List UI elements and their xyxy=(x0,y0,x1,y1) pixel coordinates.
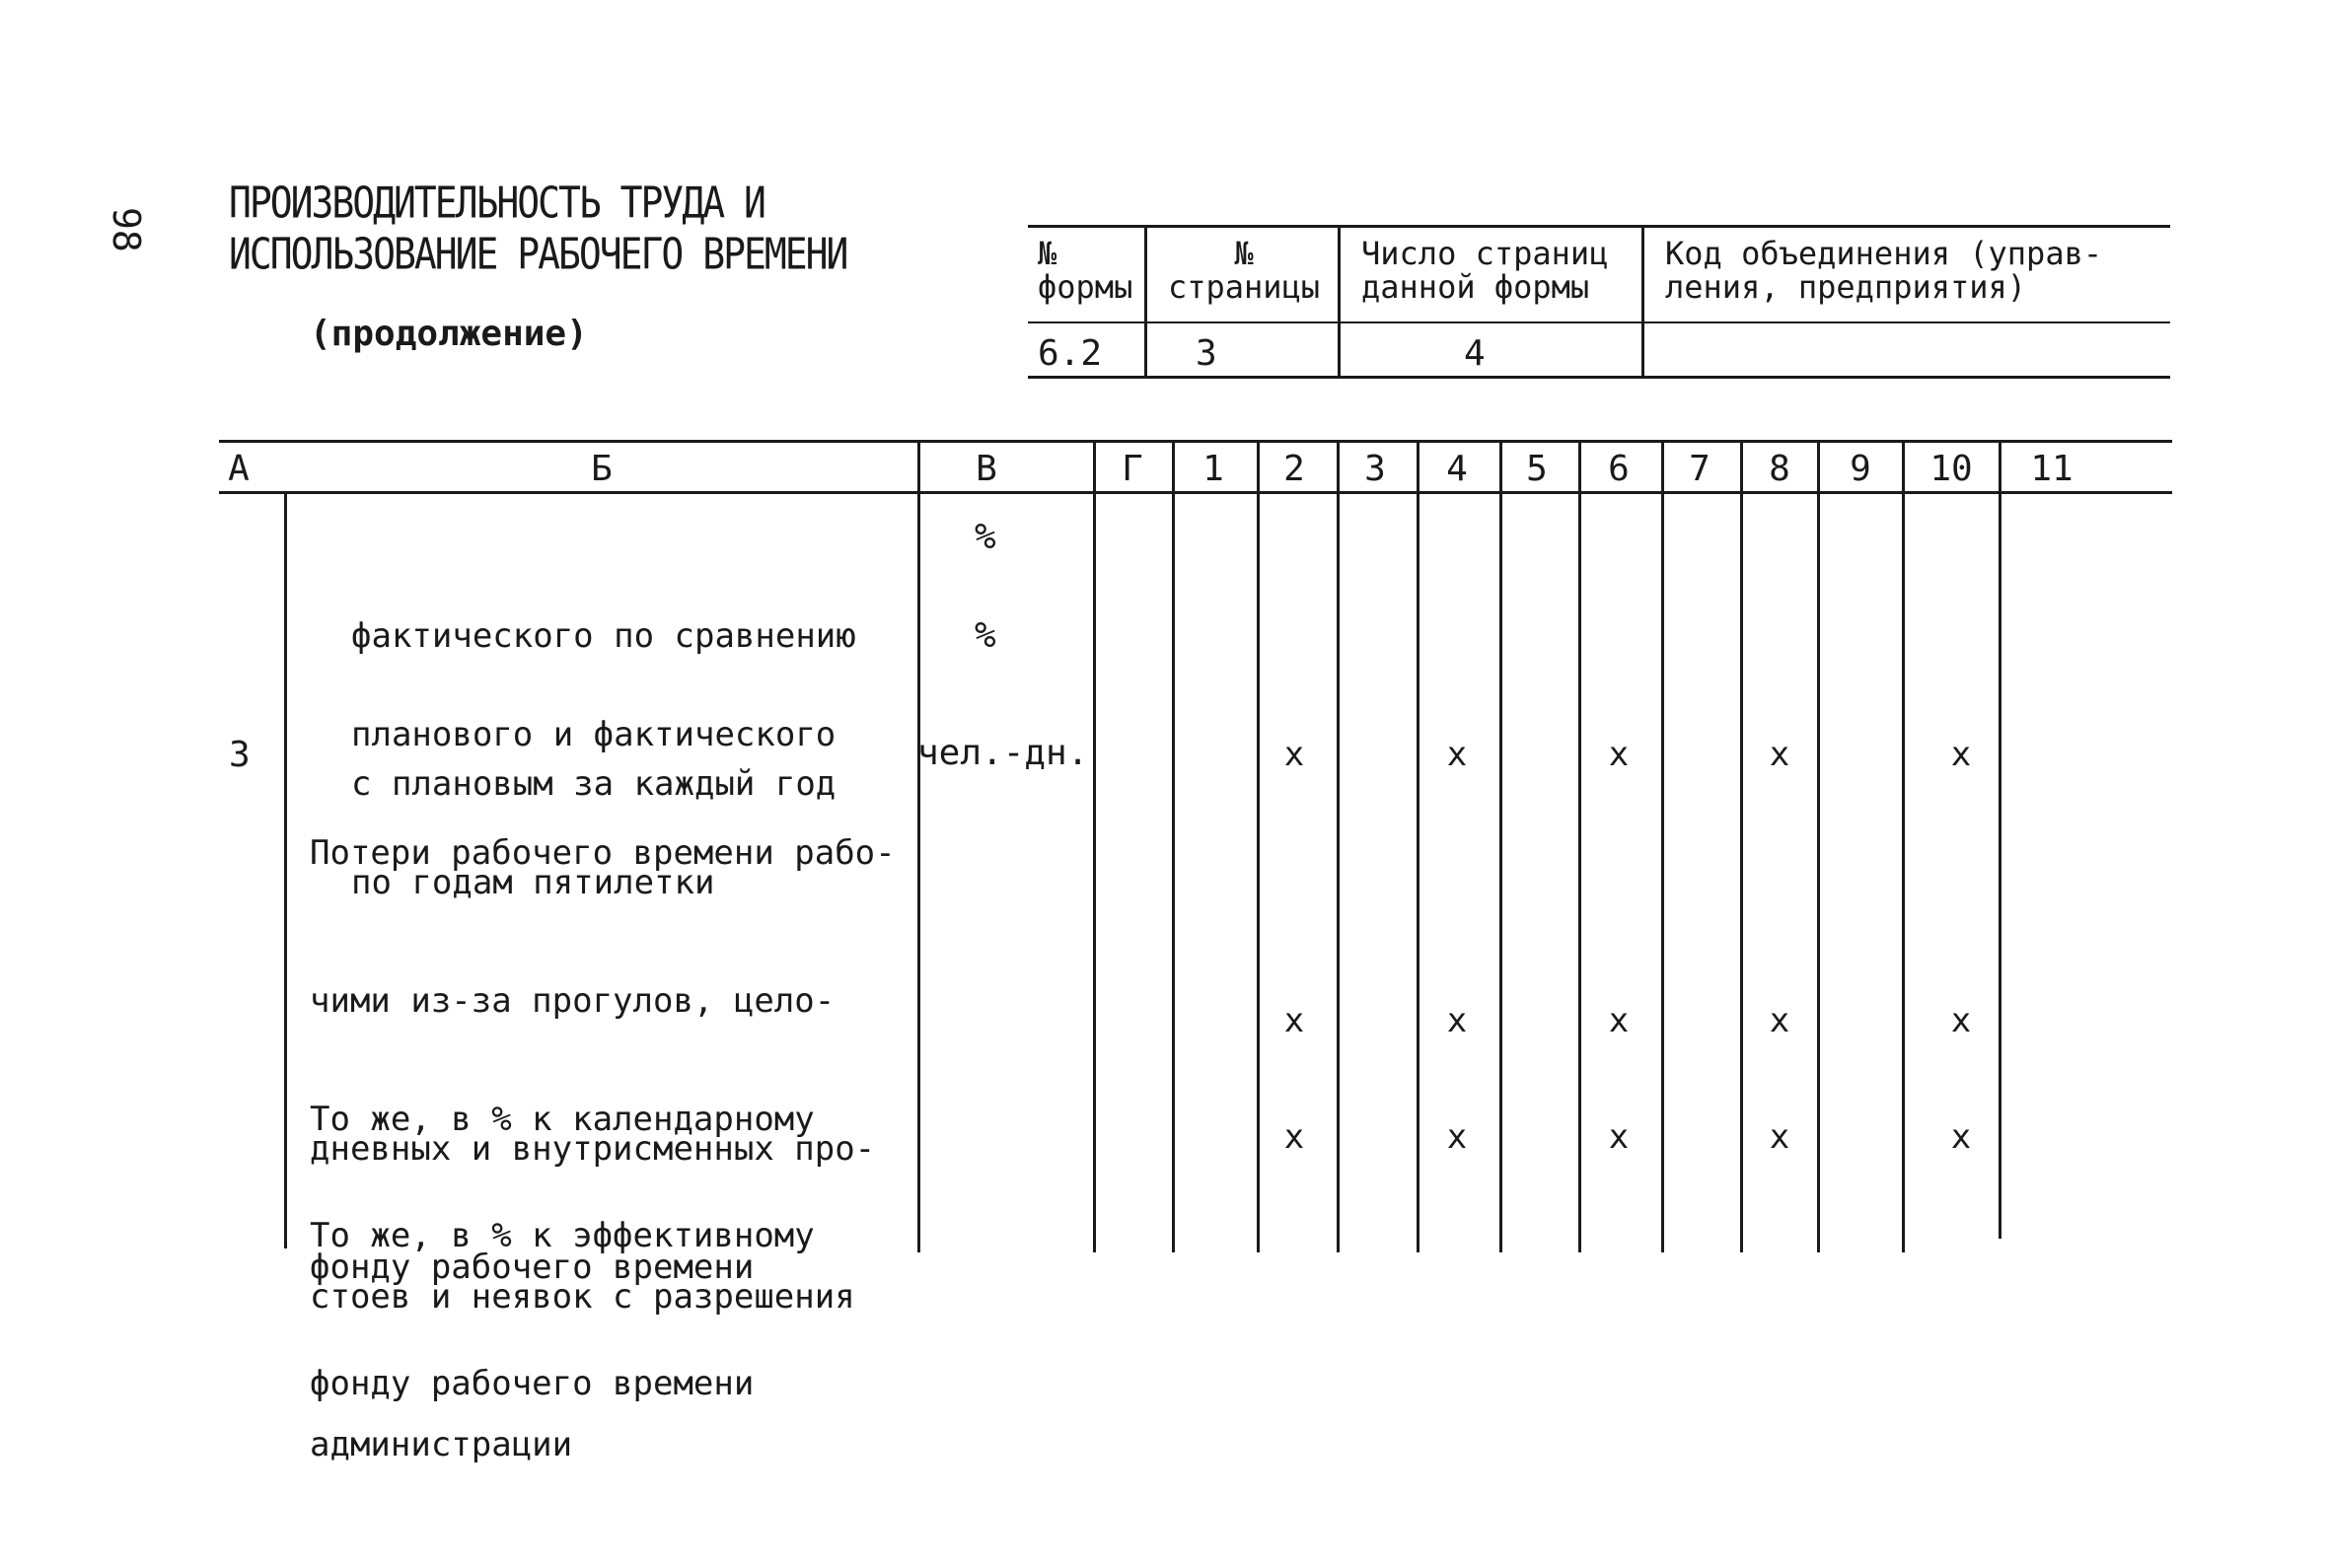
column-header-2: 2 xyxy=(1283,449,1305,489)
form-info-bottom-rule xyxy=(1028,376,2170,379)
document-title-line1: ПРОИЗВОДИТЕЛЬНОСТЬ ТРУДА И xyxy=(229,178,764,228)
cell-mark: x xyxy=(1769,1117,1790,1157)
row-text-line: То же, в % к эффективному xyxy=(310,1216,815,1255)
column-header-9: 9 xyxy=(1850,449,1871,489)
column-line xyxy=(1093,440,1096,1252)
org-code-header xyxy=(1665,237,2102,304)
cell-mark: x xyxy=(1950,1117,1972,1157)
column-header-11: 11 xyxy=(2030,449,2074,489)
row-text-line: Потери рабочего времени рабо- xyxy=(310,833,896,873)
cell-mark: x xyxy=(1769,1001,1790,1040)
row-unit: чел.-дн. xyxy=(917,733,1089,773)
cell-mark: x xyxy=(1608,735,1630,774)
page-number-header xyxy=(1160,237,1328,304)
column-header-5: 5 xyxy=(1526,449,1548,489)
row-text-line: планового и фактического xyxy=(351,715,837,754)
column-line xyxy=(1499,440,1502,1252)
cell-mark: x xyxy=(1769,735,1790,774)
table-row xyxy=(310,1112,815,1507)
pages-count-header xyxy=(1361,237,1608,304)
cell-mark: x xyxy=(1283,735,1305,774)
form-info-top-rule xyxy=(1028,225,2170,228)
org-code-header-line: Код объединения (управ- xyxy=(1665,235,2103,272)
row-text-line: фактического по сравнению xyxy=(351,616,856,656)
column-line xyxy=(284,491,287,1248)
cell-mark: x xyxy=(1446,1117,1468,1157)
pages-count-header-line: Число страниц xyxy=(1361,235,1609,272)
cell-mark: x xyxy=(1608,1001,1630,1040)
column-line xyxy=(1661,440,1664,1252)
column-header-b: Б xyxy=(591,449,613,489)
column-line xyxy=(1817,440,1820,1252)
column-line xyxy=(1740,440,1743,1252)
row-unit: % xyxy=(975,615,996,656)
column-header-4: 4 xyxy=(1446,449,1468,489)
form-number-value: 6.2 xyxy=(1038,333,1103,374)
cell-mark: x xyxy=(1950,735,1972,774)
row-text-line: по годам пятилетки xyxy=(351,863,715,902)
column-header-g: Г xyxy=(1122,449,1143,489)
cell-mark: x xyxy=(1283,1001,1305,1040)
column-header-3: 3 xyxy=(1364,449,1386,489)
document-title-line2: ИСПОЛЬЗОВАНИЕ РАБОЧЕГО ВРЕМЕНИ xyxy=(229,229,847,279)
row-text-line: фонду рабочего времени xyxy=(310,1247,755,1287)
column-header-v: В xyxy=(976,449,997,489)
cell-mark: x xyxy=(1608,1117,1630,1157)
form-number-header xyxy=(1038,237,1132,304)
row-text-line: дневных и внутрисменных про- xyxy=(310,1129,876,1169)
column-header-7: 7 xyxy=(1689,449,1710,489)
row-text-line: стоев и неявок с разрешения xyxy=(310,1277,855,1317)
page-number: 98 xyxy=(105,207,148,252)
form-number-header-line: формы xyxy=(1038,268,1133,306)
column-line xyxy=(1999,440,2001,1239)
cell-mark: x xyxy=(1283,1117,1305,1157)
column-header-a: А xyxy=(228,449,250,489)
column-line xyxy=(1257,440,1260,1252)
row-text-line: фонду рабочего времени xyxy=(310,1364,755,1403)
pages-count-value: 4 xyxy=(1464,333,1486,374)
page-number-value: 3 xyxy=(1196,333,1217,374)
table-top-rule xyxy=(219,440,2172,443)
document-subtitle: (продолжение) xyxy=(310,314,588,354)
form-info-mid-rule xyxy=(1028,321,2170,323)
column-line xyxy=(1902,440,1905,1252)
form-number-header-line: № xyxy=(1038,235,1057,272)
column-line xyxy=(1417,440,1419,1252)
row-text-line: администрации xyxy=(310,1425,573,1464)
org-code-header-line: ления, предприятия) xyxy=(1665,268,2027,306)
cell-mark: x xyxy=(1446,1001,1468,1040)
column-line xyxy=(1337,440,1340,1252)
table-header-rule xyxy=(219,491,2172,494)
cell-mark: x xyxy=(1446,735,1468,774)
cell-mark: x xyxy=(1950,1001,1972,1040)
column-header-6: 6 xyxy=(1608,449,1630,489)
pages-count-header-line: данной формы xyxy=(1361,268,1590,306)
page-number-header-line: № xyxy=(1234,235,1254,272)
form-info-divider xyxy=(1144,225,1147,379)
form-info-divider xyxy=(1641,225,1644,379)
column-header-1: 1 xyxy=(1202,449,1224,489)
column-header-10: 10 xyxy=(1929,449,1973,489)
column-header-8: 8 xyxy=(1769,449,1790,489)
row-text-line: чими из-за прогулов, цело- xyxy=(310,981,836,1021)
page-number-header-line: страницы xyxy=(1167,268,1321,306)
column-line xyxy=(1578,440,1581,1252)
column-line xyxy=(917,440,920,1252)
row-unit: % xyxy=(975,517,996,557)
column-line xyxy=(1172,440,1175,1252)
row-text-line: То же, в % к календарному xyxy=(310,1100,815,1139)
row-number: 3 xyxy=(229,735,251,775)
form-info-divider xyxy=(1338,225,1341,379)
row-text-line: с плановым за каждый год xyxy=(351,764,837,804)
